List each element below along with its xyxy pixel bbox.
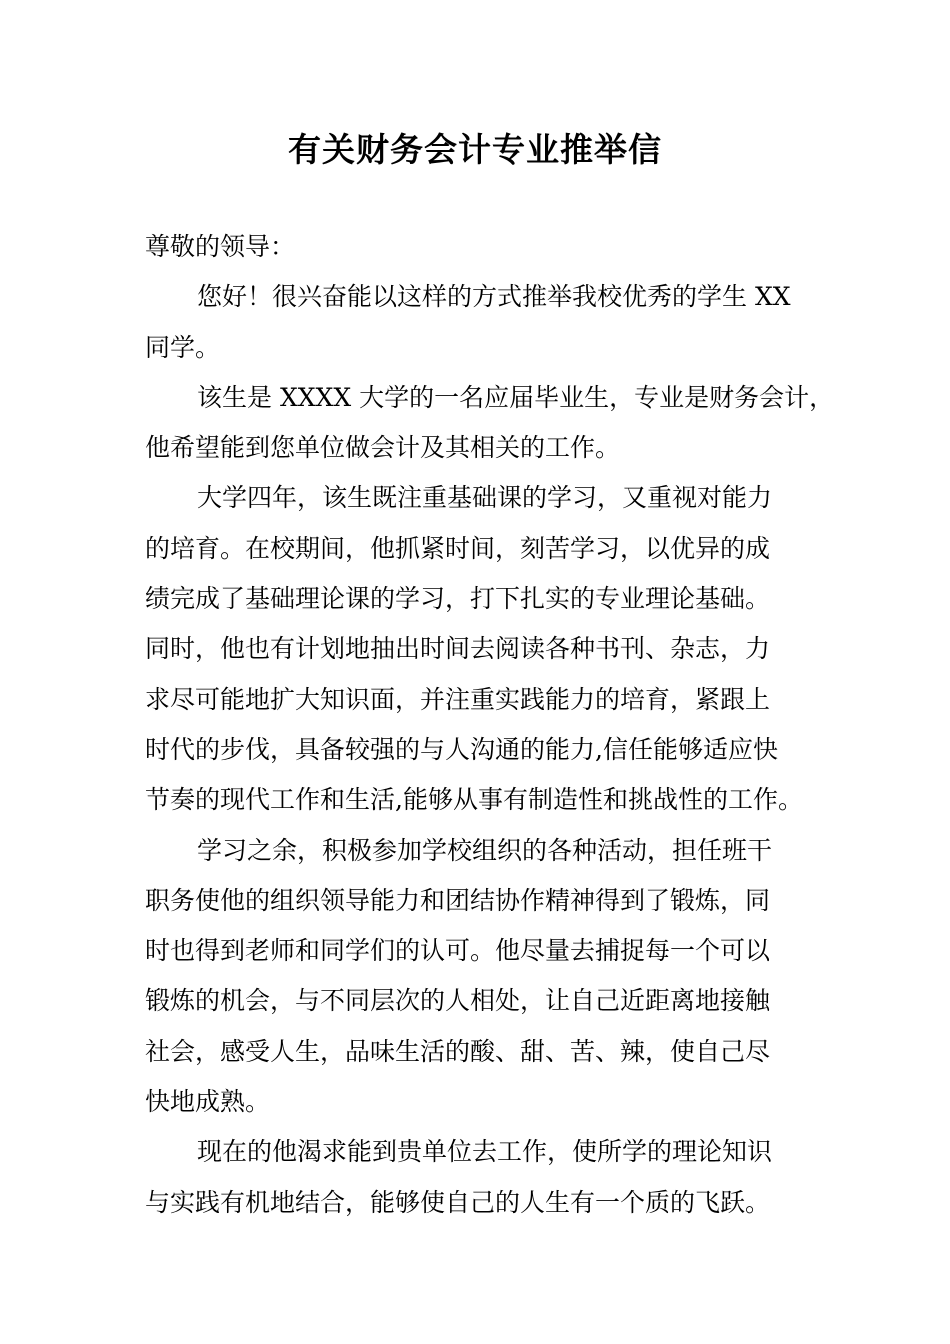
text-line: 职务使他的组织领导能力和团结协作精神得到了锻炼，同 <box>145 885 771 915</box>
text-line: 学习之余，积极参加学校组织的各种活动，担任班干 <box>197 835 773 865</box>
text-line: 节奏的现代工作和生活,能够从事有制造性和挑战性的工作。 <box>145 785 803 815</box>
text-line: 时也得到老师和同学们的认可。他尽量去捕捉每一个可以 <box>145 936 771 966</box>
text-line: 该生是 XXXX 大学的一名应届毕业生，专业是财务会计， <box>197 382 835 412</box>
text-line: 现在的他渴求能到贵单位去工作，使所学的理论知识 <box>197 1137 773 1167</box>
text-line: 求尽可能地扩大知识面，并注重实践能力的培育，紧跟上 <box>145 684 771 714</box>
text-line: 与实践有机地结合，能够使自己的人生有一个质的飞跃。 <box>145 1187 771 1217</box>
text-line: 他希望能到您单位做会计及其相关的工作。 <box>145 433 621 463</box>
text-line: 大学四年，该生既注重基础课的学习，又重视对能力 <box>197 483 773 513</box>
document-title: 有关财务会计专业推举信 <box>288 130 662 169</box>
text-line: 绩完成了基础理论课的学习，打下扎实的专业理论基础。 <box>145 584 771 614</box>
letter-paragraphs <box>145 272 835 1228</box>
text-line: 的培育。在校期间，他抓紧时间，刻苦学习，以优异的成 <box>145 533 771 563</box>
salutation: 尊敬的领导： <box>145 232 296 261</box>
text-line: 锻炼的机会，与不同层次的人相处，让自己近距离地接触 <box>145 986 771 1016</box>
text-line: 时代的步伐，具备较强的与人沟通的能力,信任能够适应快 <box>145 734 778 764</box>
text-line: 快地成熟。 <box>145 1087 271 1117</box>
text-line: 社会，感受人生，品味生活的酸、甜、苦、辣，使自己尽 <box>145 1036 771 1066</box>
text-line: 同学。 <box>145 332 221 362</box>
text-line: 您好！很兴奋能以这样的方式推举我校优秀的学生 XX <box>197 282 791 312</box>
text-line: 同时，他也有计划地抽出时间去阅读各种书刊、杂志，力 <box>145 634 771 664</box>
letter-body <box>145 222 835 1228</box>
